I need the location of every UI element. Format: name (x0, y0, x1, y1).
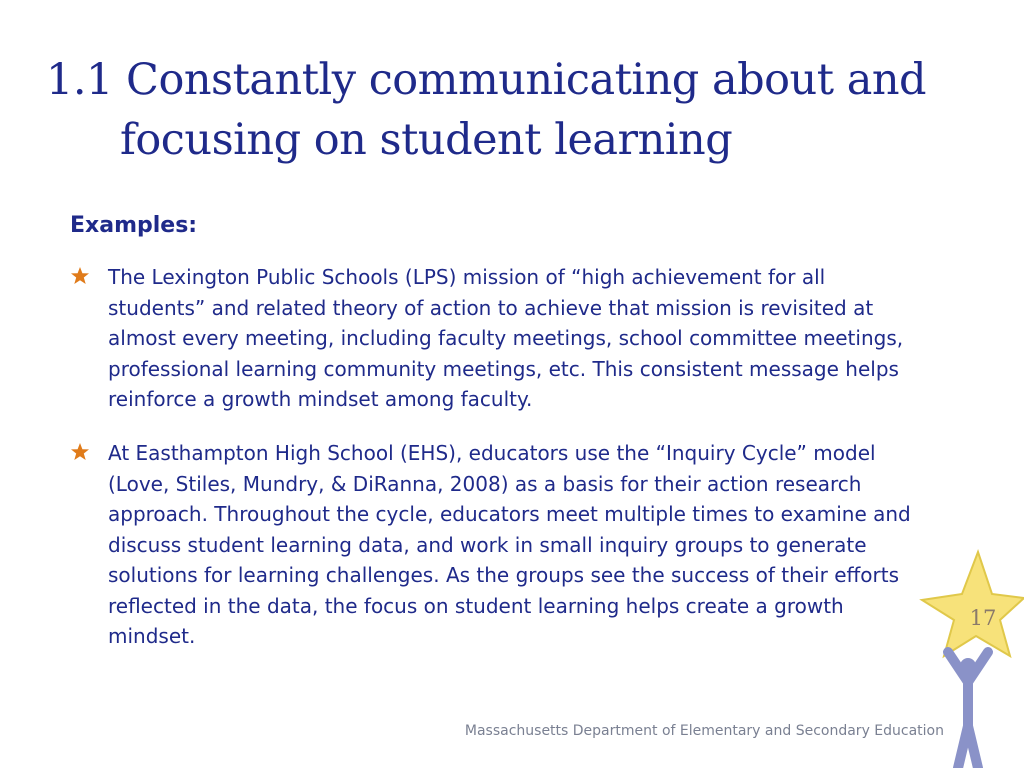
page-number: 17 (969, 606, 997, 630)
footer-text: Massachusetts Department of Elementary and Secondary Education (464, 723, 944, 739)
bullet-text: At Easthampton High School (EHS), educators use the “Inquiry Cycle” model (Love, Stiles, Mundry, & DiRanna, 2008) as a basis for their action research approach. Throughout the cycle, educators meet multiple times to examine and discuss student learning data, and work in small inquiry groups to generate solutions for learning challenges. As the groups see the success of their efforts reflected in the data, the focus on student learning helps create a growth mindset. (108, 441, 911, 648)
slide-title (46, 50, 1006, 170)
star-icon (70, 442, 90, 462)
star-icon (70, 266, 90, 286)
bullet-text: The Lexington Public Schools (LPS) mission of “high achievement for all students” and related theory of action to achieve that mission is revisited at almost every meeting, including faculty meetings, school committee meetings, professional learning community meetings, etc. This consistent message helps reinforce a growth mindset among faculty. (108, 265, 904, 411)
title-line-1: 1.1 Constantly communicating about and (46, 55, 927, 105)
examples-heading: Examples: (70, 213, 198, 238)
title-line-2: focusing on student learning (120, 115, 733, 165)
star-person-icon (918, 548, 1024, 768)
